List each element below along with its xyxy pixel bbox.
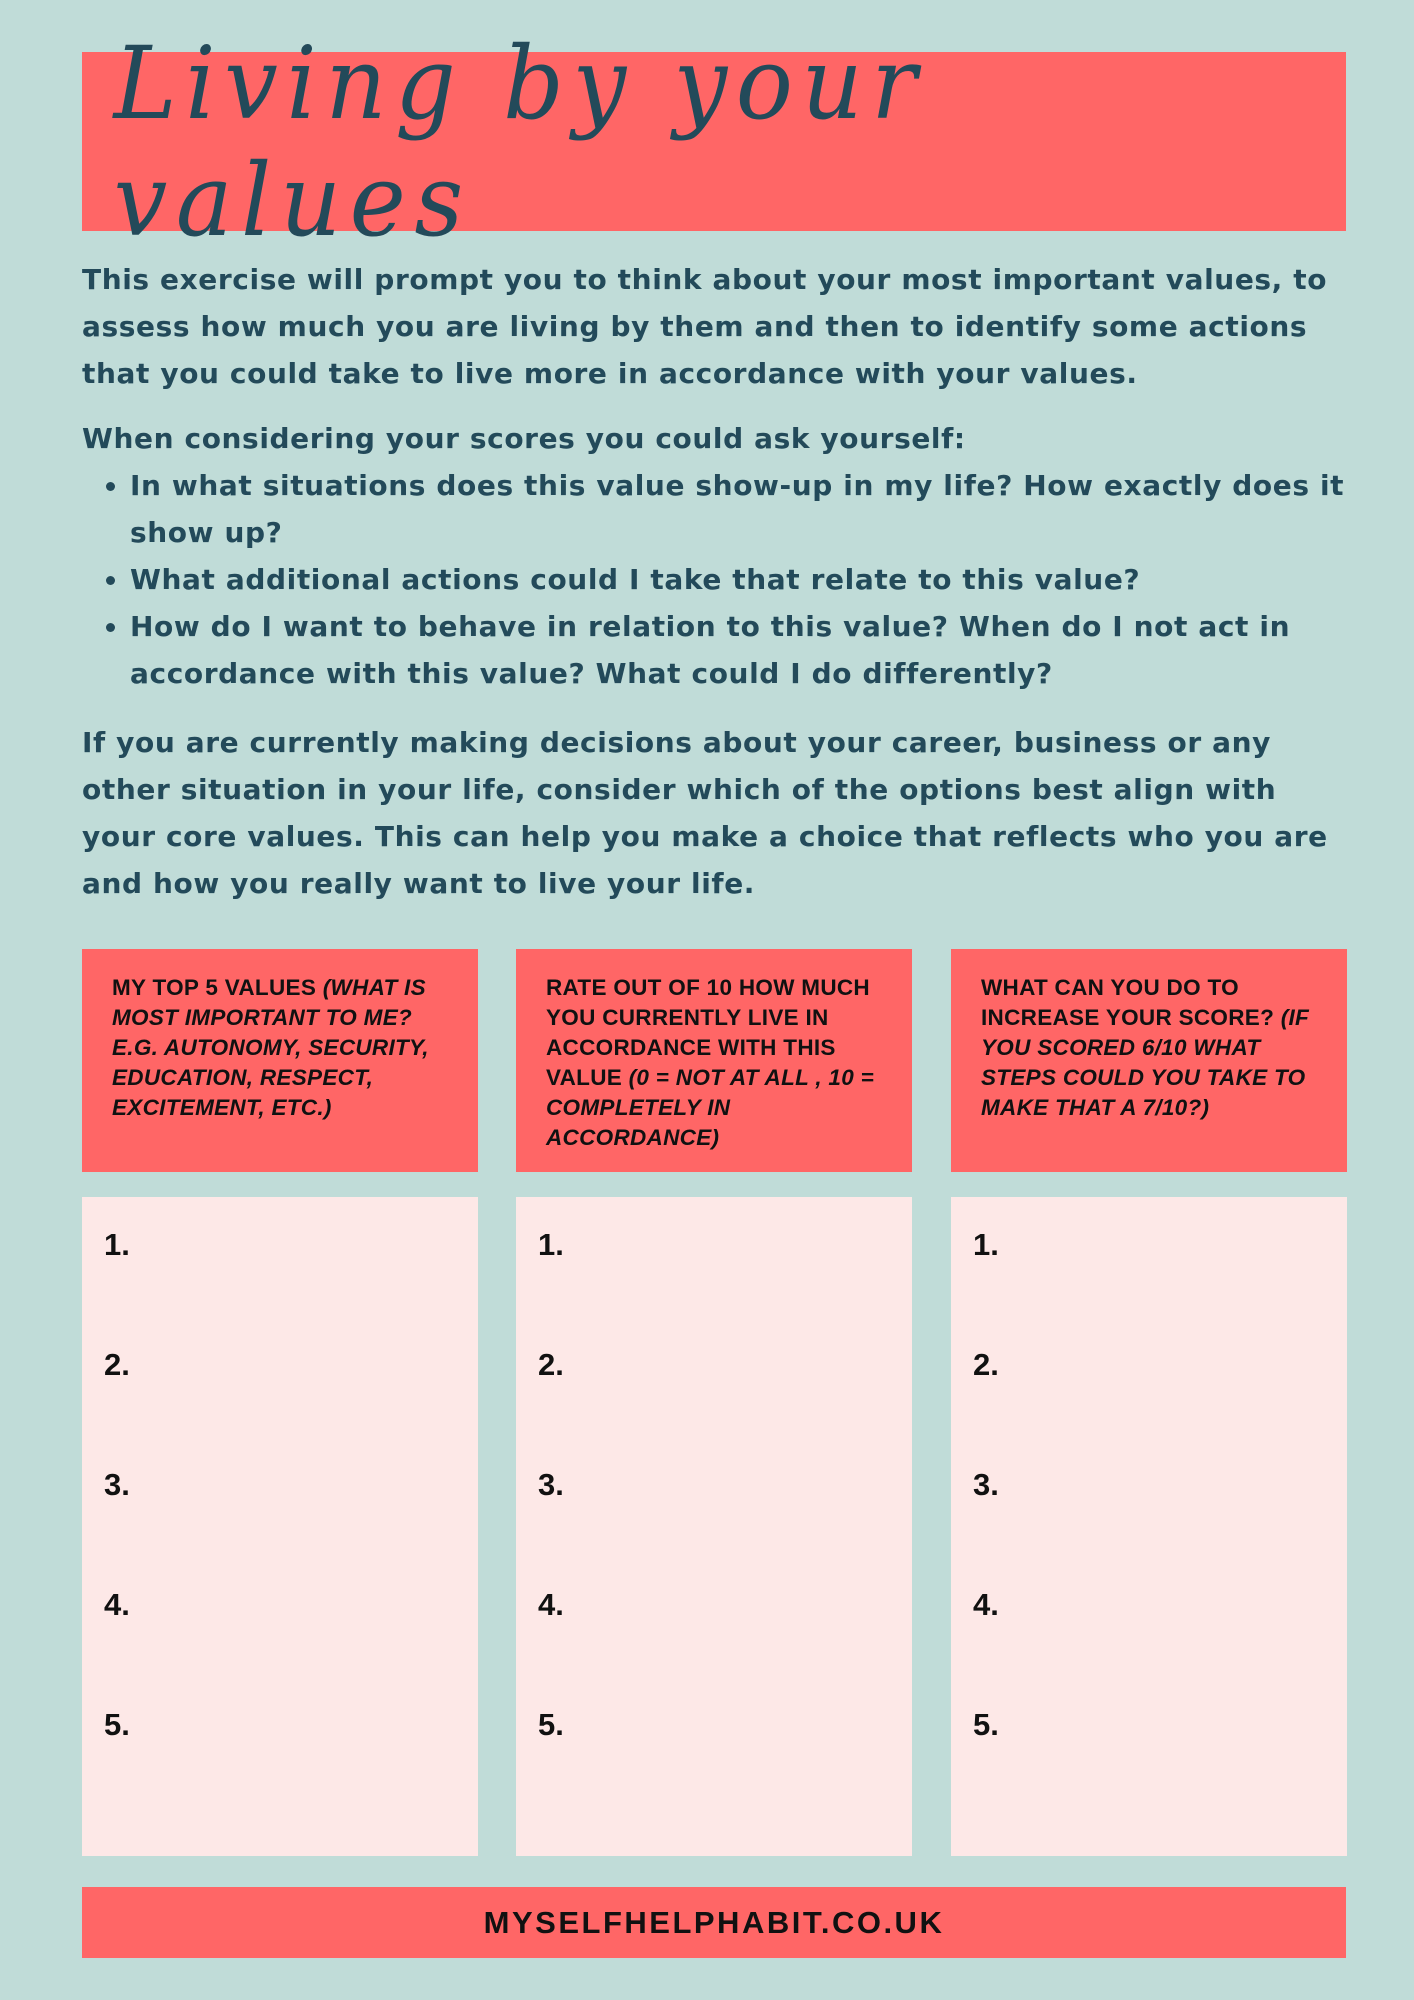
- website-url: MYSELFHELPHABIT.CO.UK: [483, 1904, 945, 1940]
- page-title: Living by your values: [113, 24, 926, 259]
- entry-number: 3.: [104, 1467, 130, 1502]
- rating-entry-panel[interactable]: [516, 1197, 912, 1856]
- title-banner: [82, 24, 1346, 259]
- entry-number: 1.: [104, 1227, 130, 1262]
- entry-number: 2.: [104, 1347, 130, 1382]
- entry-number: 2.: [538, 1347, 564, 1382]
- question-item: • What additional actions could I take that relate to this value?: [130, 556, 1352, 603]
- column-header-rating: [516, 949, 912, 1172]
- entry-number: 4.: [973, 1587, 999, 1622]
- entry-number: 5.: [104, 1707, 130, 1742]
- column-heading: RATE OUT OF 10 HOW MUCH YOU CURRENTLY LIVE IN ACCORDANCE WITH THIS VALUE: [546, 975, 870, 1090]
- intro-section: [82, 256, 1352, 925]
- entry-number: 4.: [104, 1587, 130, 1622]
- entry-number: 1.: [538, 1227, 564, 1262]
- question-item: • In what situations does this value show-up in my life? How exactly does it show up?: [130, 462, 1352, 556]
- column-header-actions: [951, 949, 1347, 1172]
- column-note: (IF YOU SCORED 6/10 WHAT STEPS COULD YOU TAKE TO MAKE THAT A 7/10?): [981, 1005, 1310, 1120]
- entry-number: 3.: [538, 1467, 564, 1502]
- actions-entry-panel[interactable]: [951, 1197, 1347, 1856]
- entry-number: 5.: [973, 1707, 999, 1742]
- column-heading: WHAT CAN YOU DO TO INCREASE YOUR SCORE?: [981, 975, 1281, 1030]
- values-entry-panel[interactable]: [82, 1197, 478, 1856]
- column-note: (0 = NOT AT ALL , 10 = COMPLETELY IN ACCORDANCE): [546, 1065, 875, 1150]
- intro-paragraph: This exercise will prompt you to think about your most important values, to assess how much you are living by them and then to identify some actions that you could take to live more in accordance with your values.: [82, 263, 1328, 390]
- column-heading: MY TOP 5 VALUES: [112, 975, 323, 1000]
- question-list: [82, 462, 1352, 697]
- column-header-values: [82, 949, 478, 1172]
- entry-number: 1.: [973, 1227, 999, 1262]
- footer-banner: [82, 1887, 1346, 1958]
- prompt-text: When considering your scores you could ask yourself:: [82, 422, 966, 455]
- column-note: (WHAT IS MOST IMPORTANT TO ME? E.G. AUTONOMY, SECURITY, EDUCATION, RESPECT, EXCITEMENT, ETC.): [112, 975, 429, 1120]
- entry-number: 4.: [538, 1587, 564, 1622]
- question-item: • How do I want to behave in relation to this value? When do I not act in accordance with this value? What could I do differently?: [130, 603, 1352, 697]
- decision-paragraph: If you are currently making decisions about your career, business or any other situation in your life, consider which of the options best align with your core values. This can help you make a choice that reflects who you are and how you really want to live your life.: [82, 726, 1328, 900]
- entry-number: 5.: [538, 1707, 564, 1742]
- entry-number: 3.: [973, 1467, 999, 1502]
- entry-number: 2.: [973, 1347, 999, 1382]
